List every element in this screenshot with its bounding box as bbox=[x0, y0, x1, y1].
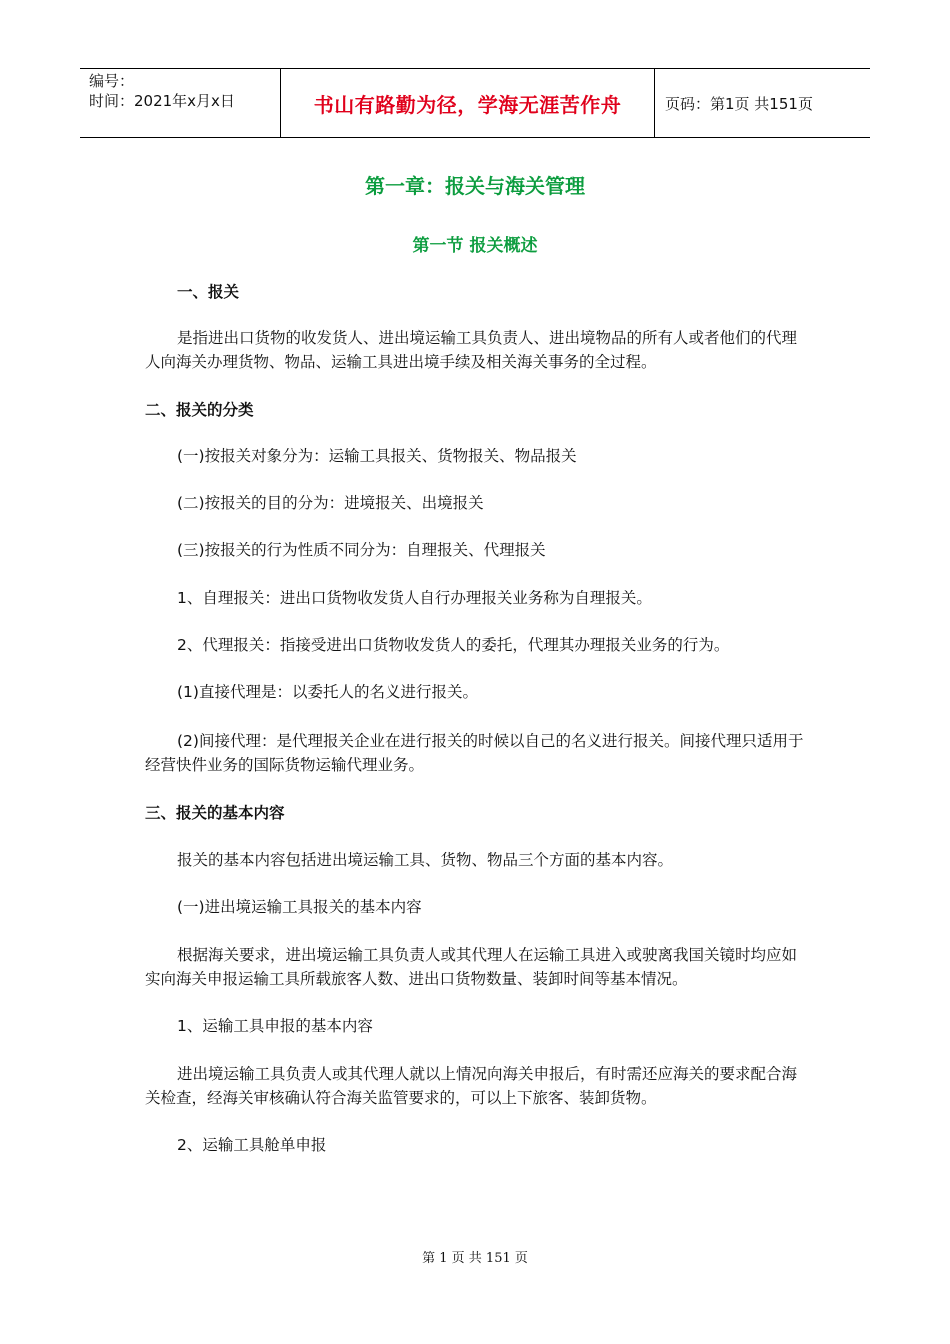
paragraph-8: (2)间接代理：是代理报关企业在进行报关的时候以自己的名义进行报关。间接代理只适用于经营快件业务的国际货物运输代理业务。 bbox=[145, 732, 804, 774]
paragraph-6: 2、代理报关：指接受进出口货物收发货人的委托，代理其办理报关业务的行为。 bbox=[177, 636, 730, 654]
heading-3: 三、报关的基本内容 bbox=[145, 804, 285, 822]
paragraph-5: 1、自理报关：进出口货物收发货人自行办理报关业务称为自理报关。 bbox=[177, 589, 652, 607]
header-motto: 书山有路勤为径，学海无涯苦作舟 bbox=[313, 92, 622, 117]
header-meta bbox=[80, 69, 281, 137]
paragraph-14: 2、运输工具舱单申报 bbox=[177, 1136, 327, 1154]
paragraph-1: 是指进出口货物的收发货人、进出境运输工具负责人、进出境物品的所有人或者他们的代理人向海关办理货物、物品、运输工具进出境手续及相关海关事务的全过程。 bbox=[145, 329, 798, 371]
paragraph-9: 报关的基本内容包括进出境运输工具、货物、物品三个方面的基本内容。 bbox=[177, 851, 674, 869]
paragraph-12: 1、运输工具申报的基本内容 bbox=[177, 1017, 373, 1035]
paragraph-3: (二)按报关的目的分为：进境报关、出境报关 bbox=[177, 494, 484, 512]
paragraph-13: 进出境运输工具负责人或其代理人就以上情况向海关申报后，有时需还应海关的要求配合海关检查，经海关审核确认符合海关监管要求的，可以上下旅客、装卸货物。 bbox=[145, 1065, 798, 1107]
section-title: 第一节 报关概述 bbox=[412, 236, 538, 256]
heading-1: 一、报关 bbox=[177, 283, 240, 301]
paragraph-4: (三)按报关的行为性质不同分为：自理报关、代理报关 bbox=[177, 541, 546, 559]
number-label: 编号： bbox=[89, 72, 135, 90]
chapter-title: 第一章：报关与海关管理 bbox=[365, 174, 585, 198]
paragraph-2: (一)按报关对象分为：运输工具报关、货物报关、物品报关 bbox=[177, 447, 577, 465]
time-label: 时间：2021年x月x日 bbox=[89, 92, 235, 110]
paragraph-7: (1)直接代理是：以委托人的名义进行报关。 bbox=[177, 683, 478, 701]
page-footer: 第 1 页 共 151 页 bbox=[422, 1251, 528, 1266]
paragraph-10: (一)进出境运输工具报关的基本内容 bbox=[177, 898, 422, 916]
header-page-info: 页码：第1页 共151页 bbox=[665, 94, 813, 113]
header-table bbox=[80, 68, 870, 138]
heading-2: 二、报关的分类 bbox=[145, 401, 254, 419]
paragraph-11: 根据海关要求，进出境运输工具负责人或其代理人在运输工具进入或驶离我国关镜时均应如实向海关申报运输工具所载旅客人数、进出口货物数量、装卸时间等基本情况。 bbox=[145, 946, 798, 988]
header-motto-cell bbox=[281, 69, 655, 137]
